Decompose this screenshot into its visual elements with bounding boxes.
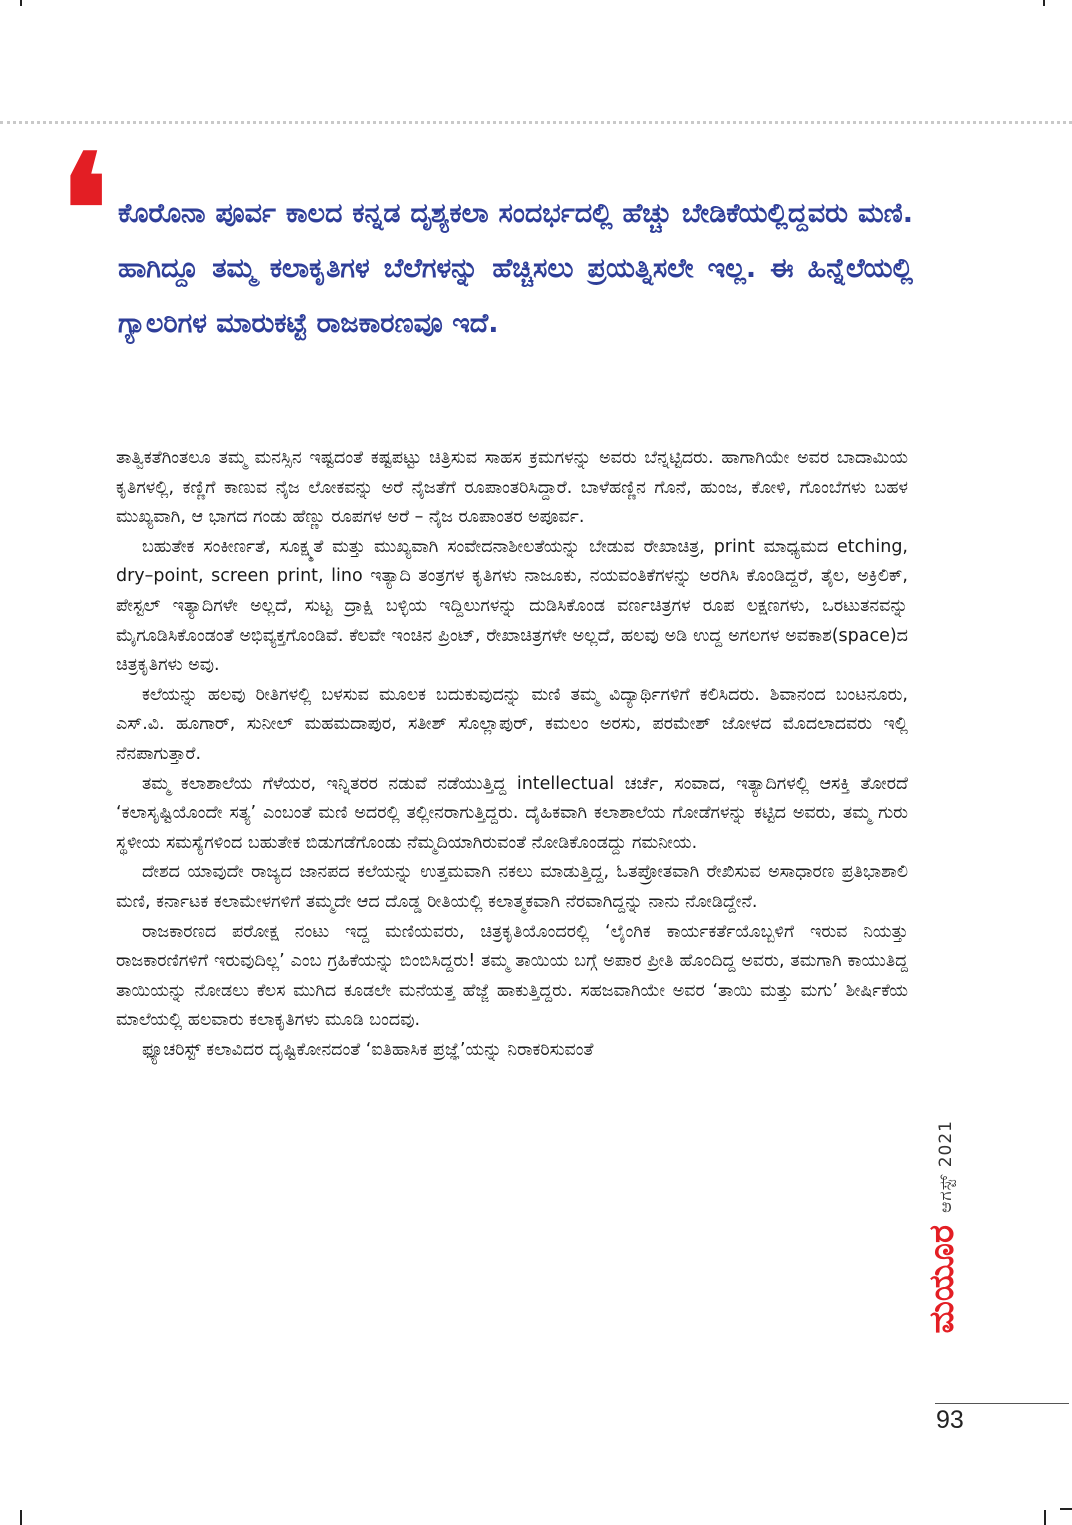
magazine-logo: ಮಯೂರ (922, 1225, 962, 1334)
crop-mark-bottom-right (1044, 1510, 1046, 1525)
paragraph-1: ತಾತ್ವಿಕತೆಗಿಂತಲೂ ತಮ್ಮ ಮನಸ್ಸಿನ ಇಷ್ಟದಂತೆ ಕಷ್ಟಪಟ್ಟು ಚಿತ್ರಿಸುವ ಸಾಹಸ ಕ್ರಮಗಳನ್ನು ಅವರು ಬೆನ್ನಟ್ಟಿದರು. ಹಾಗಾಗಿಯೇ ಅವರ ಬಾದಾಮಿಯ ಕೃತಿಗಳಲ್ಲಿ, ಕಣ್ಣಿಗೆ ಕಾಣುವ ನೈಜ ಲೋಕವನ್ನು ಅರೆ ನೈಜತೆಗೆ ರೂಪಾಂತರಿಸಿದ್ದಾರೆ. ಬಾಳೆಹಣ್ಣಿನ ಗೊನೆ, ಹುಂಜ, ಕೋಳಿ, ಗೊಂಬೆಗಳು ಬಹಳ ಮುಖ್ಯವಾಗಿ, ಆ ಭಾಗದ ಗಂಡು ಹೆಣ್ಣು ರೂಪಗಳ ಅರೆ – ನೈಜ ರೂಪಾಂತರ ಅಪೂರ್ವ. (116, 448, 908, 528)
folio-rule (935, 1403, 1069, 1404)
page-number: 93 (936, 1406, 964, 1434)
paragraph-6: ರಾಜಕಾರಣದ ಪರೋಕ್ಷ ನಂಟು ಇದ್ದ ಮಣಿಯವರು, ಚಿತ್ರಕೃತಿಯೊಂದರಲ್ಲಿ ‘ಲೈಂಗಿಕ ಕಾರ್ಯಕರ್ತೆಯೊಬ್ಬಳಿಗೆ ಇರುವ ನಿಯತ್ತು ರಾಜಕಾರಣಿಗಳಿಗೆ ಇರುವುದಿಲ್ಲ’ ಎಂಬ ಗ್ರಹಿಕೆಯನ್ನು ಬಿಂಬಿಸಿದ್ದರು! ತಮ್ಮ ತಾಯಿಯ ಬಗ್ಗೆ ಅಪಾರ ಪ್ರೀತಿ ಹೊಂದಿದ್ದ ಅವರು, ತಮಗಾಗಿ ಕಾಯುತಿದ್ದ ತಾಯಿಯನ್ನು ನೋಡಲು ಕೆಲಸ ಮುಗಿದ ಕೂಡಲೇ ಮನೆಯತ್ತ ಹೆಜ್ಜೆ ಹಾಕುತ್ತಿದ್ದರು. ಸಹಜವಾಗಿಯೇ ಅವರ ‘ತಾಯಿ ಮತ್ತು ಮಗು’ ಶೀರ್ಷಿಕೆಯ ಮಾಲೆಯಲ್ಲಿ ಹಲವಾರು ಕಲಾಕೃತಿಗಳು ಮೂಡಿ ಬಂದವು. (116, 921, 908, 1031)
paragraph-7: ಫ್ಯೂಚರಿಸ್ಟ್ ಕಲಾವಿದರ ದೃಷ್ಟಿಕೋನದಂತೆ ‘ಐತಿಹಾಸಿಕ ಪ್ರಜ್ಞೆ’ಯನ್ನು ನಿರಾಕರಿಸುವಂತೆ (142, 1039, 594, 1060)
article-body (116, 444, 908, 1065)
crop-mark-right-middle (1060, 1508, 1072, 1510)
crop-mark-bottom-left (20, 1510, 22, 1525)
paragraph-5: ದೇಶದ ಯಾವುದೇ ರಾಜ್ಯದ ಜಾನಪದ ಕಲೆಯನ್ನು ಉತ್ತಮವಾಗಿ ನಕಲು ಮಾಡುತ್ತಿದ್ದ, ಓತಪ್ರೋತವಾಗಿ ರೇಖಿಸುವ ಅಸಾಧಾರಣ ಪ್ರತಿಭಾಶಾಲಿ ಮಣಿ, ಕರ್ನಾಟಕ ಕಲಾಮೇಳಗಳಿಗೆ ತಮ್ಮದೇ ಆದ ದೊಡ್ಡ ರೀತಿಯಲ್ಲಿ ಕಲಾತ್ಮಕವಾಗಿ ನೆರವಾಗಿದ್ದನ್ನು ನಾನು ನೋಡಿದ್ದೇನೆ. (116, 862, 908, 912)
crop-mark-top-left (20, 0, 22, 6)
paragraph-2: ಬಹುತೇಕ ಸಂಕೀರ್ಣತೆ, ಸೂಕ್ಷ್ಮತೆ ಮತ್ತು ಮುಖ್ಯವಾಗಿ ಸಂವೇದನಾಶೀಲತೆಯನ್ನು ಬೇಡುವ ರೇಖಾಚಿತ್ರ, print ಮಾಧ್ಯಮದ etching, dry–point, screen print, lino ಇತ್ಯಾದಿ ತಂತ್ರಗಳ ಕೃತಿಗಳು ನಾಜೂಕು, ನಯವಂತಿಕೆಗಳನ್ನು ಅರಗಿಸಿ ಕೊಂಡಿದ್ದರೆ, ತೈಲ, ಅಕ್ರಿಲಿಕ್, ಪೇಸ್ಟಲ್ ಇತ್ಯಾದಿಗಳೇ ಅಲ್ಲದೆ, ಸುಟ್ಟ ದ್ರಾಕ್ಷಿ ಬಳ್ಳಿಯ ಇದ್ದಿಲುಗಳನ್ನು ದುಡಿಸಿಕೊಂಡ ವರ್ಣಚಿತ್ರಗಳ ರೂಪ ಲಕ್ಷಣಗಳು, ಒರಟುತನವನ್ನು ಮೈಗೂಡಿಸಿಕೊಂಡಂತೆ ಅಭಿವ್ಯಕ್ತಗೊಂಡಿವೆ. ಕೆಲವೇ ಇಂಚಿನ ಪ್ರಿಂಟ್, ರೇಖಾಚಿತ್ರಗಳೇ ಅಲ್ಲದೆ, ಹಲವು ಅಡಿ ಉದ್ದ ಅಗಲಗಳ ಅವಕಾಶ(space)ದ ಚಿತ್ರಕೃತಿಗಳು ಅವು. (116, 536, 908, 676)
crop-mark-top-right (1043, 0, 1045, 6)
pull-quote: ಕೊರೊನಾ ಪೂರ್ವ ಕಾಲದ ಕನ್ನಡ ದೃಶ್ಯಕಲಾ ಸಂದರ್ಭದಲ್ಲಿ ಹೆಚ್ಚು ಬೇಡಿಕೆಯಲ್ಲಿದ್ದವರು ಮಣಿ. ಹಾಗಿದ್ದೂ ತಮ್ಮ ಕಲಾಕೃತಿಗಳ ಬೆಲೆಗಳನ್ನು ಹೆಚ್ಚಿಸಲು ಪ್ರಯತ್ನಿಸಲೇ ಇಲ್ಲ. ಈ ಹಿನ್ನೆಲೆಯಲ್ಲಿ ಗ್ಯಾಲರಿಗಳ ಮಾರುಕಟ್ಟೆ ರಾಜಕಾರಣವೂ ಇದೆ. (118, 198, 913, 339)
paragraph-4: ತಮ್ಮ ಕಲಾಶಾಲೆಯ ಗೆಳೆಯರ, ಇನ್ನಿತರರ ನಡುವೆ ನಡೆಯುತ್ತಿದ್ದ intellectual ಚರ್ಚೆ, ಸಂವಾದ, ಇತ್ಯಾದಿಗಳಲ್ಲಿ ಆಸಕ್ತಿ ತೋರದೆ ‘ಕಲಾಸೃಷ್ಟಿಯೊಂದೇ ಸತ್ಯ’ ಎಂಬಂತೆ ಮಣಿ ಅದರಲ್ಲಿ ತಲ್ಲೀನರಾಗುತ್ತಿದ್ದರು. ದೈಹಿಕವಾಗಿ ಕಲಾಶಾಲೆಯ ಗೋಡೆಗಳನ್ನು ಕಟ್ಟಿದ ಅವರು, ತಮ್ಮ ಗುರು ಸ್ಥಳೀಯ ಸಮಸ್ಯೆಗಳಿಂದ ಬಹುತೇಕ ಬಿಡುಗಡೆಗೊಂಡು ನೆಮ್ಮದಿಯಾಗಿರುವಂತೆ ನೋಡಿಕೊಂಡದ್ದು ಗಮನೀಯ. (116, 773, 908, 853)
dotted-divider (0, 121, 1072, 124)
issue-date: ಆಗಸ್ಟ್ 2021 (936, 1120, 956, 1213)
quote-mark-icon: ❛ (60, 122, 109, 298)
paragraph-3: ಕಲೆಯನ್ನು ಹಲವು ರೀತಿಗಳಲ್ಲಿ ಬಳಸುವ ಮೂಲಕ ಬದುಕುವುದನ್ನು ಮಣಿ ತಮ್ಮ ವಿದ್ಯಾರ್ಥಿಗಳಿಗೆ ಕಲಿಸಿದರು. ಶಿವಾನಂದ ಬಂಟನೂರು, ಎಸ್.ವಿ. ಹೂಗಾರ್, ಸುನೀಲ್ ಮಹಮದಾಪುರ, ಸತೀಶ್ ಸೊಲ್ಲಾಪುರ್, ಕಮಲಂ ಅರಸು, ಪರಮೇಶ್ ಜೋಳದ ಮೊದಲಾದವರು ಇಲ್ಲಿ ನೆನಪಾಗುತ್ತಾರೆ. (116, 684, 908, 764)
